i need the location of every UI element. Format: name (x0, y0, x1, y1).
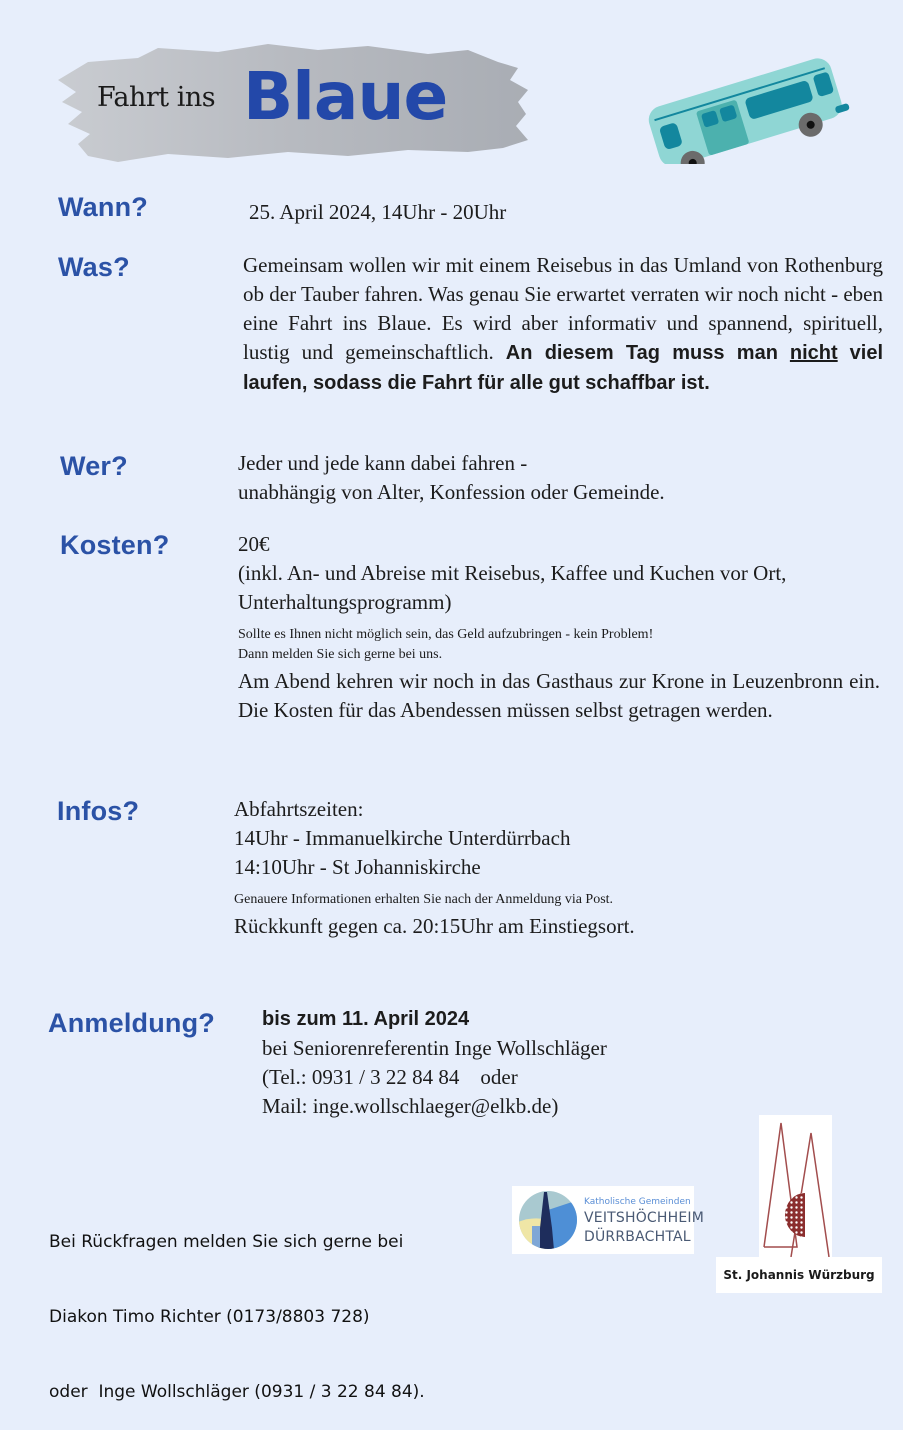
anmeldung-content (262, 1005, 762, 1121)
heading-kosten: Kosten? (60, 530, 169, 561)
wer-line-1: Jeder und jede kann dabei fahren - (238, 449, 665, 478)
heading-anmeldung: Anmeldung? (48, 1008, 215, 1039)
footer-contact (49, 1180, 425, 1430)
infos-departure-1: 14Uhr - Immanuelkirche Unterdürrbach (234, 824, 854, 853)
infos-content (234, 795, 854, 941)
was-bold-2: viel laufen, sodass die Fahrt für alle gut schaffbar ist. (243, 342, 883, 394)
heading-wann: Wann? (58, 192, 148, 223)
logo-kath-text: Katholische Gemeinden VEITSHÖCHHEIM DÜRRBACHTAL (584, 1196, 704, 1247)
was-text (243, 251, 883, 398)
infos-return: Rückkunft gegen ca. 20:15Uhr am Einstiegsort. (234, 912, 854, 941)
anmeldung-mail[interactable]: Mail: inge.wollschlaeger@elkb.de) (262, 1092, 762, 1121)
logo-katholische-gemeinden (512, 1186, 694, 1254)
kosten-evening: Am Abend kehren wir noch in das Gasthaus zur Krone in Leuzenbronn ein. Die Kosten für das Abendessen müssen selbst getragen werden. (238, 667, 880, 725)
anmeldung-phone: (Tel.: 0931 / 3 22 84 84 oder (262, 1063, 762, 1092)
footer-line-3: oder Inge Wollschläger (0931 / 3 22 84 84). (49, 1380, 425, 1405)
heading-was: Was? (58, 252, 130, 283)
anmeldung-deadline: bis zum 11. April 2024 (262, 1005, 762, 1034)
infos-departure-2: 14:10Uhr - St Johanniskirche (234, 853, 854, 882)
heading-infos: Infos? (57, 796, 139, 827)
wer-text (238, 449, 665, 507)
church-towers-icon (759, 1115, 832, 1257)
was-bold-1: An diesem Tag muss man (506, 342, 778, 364)
kosten-price: 20€ (238, 530, 886, 559)
was-description: Gemeinsam wollen wir mit einem Reisebus in das Umland von Rothenburg ob der Tauber fahren. Was genau Sie erwartet verraten wir noch nicht - eben eine Fahrt ins Blaue. Es wird aber informativ und spannend, spirituell, lustig und gemeinschaftlich. (243, 253, 883, 364)
infos-departure-title: Abfahrtszeiten: (234, 795, 854, 824)
church-spire-icon (518, 1190, 578, 1250)
logo-st-johannis (716, 1115, 882, 1293)
anmeldung-line-2: bei Seniorenreferentin Inge Wollschläger (262, 1034, 762, 1063)
footer-line-2: Diakon Timo Richter (0173/8803 728) (49, 1305, 425, 1330)
kosten-included: (inkl. An- und Abreise mit Reisebus, Kaffee und Kuchen vor Ort, Unterhaltungsprogramm) (238, 559, 886, 617)
bus-icon (636, 42, 850, 164)
title-main: Blaue (243, 64, 447, 130)
wer-line-2: unabhängig von Alter, Konfession oder Gemeinde. (238, 478, 665, 507)
was-bold-underlined: nicht (790, 342, 838, 364)
logo-johannis-label: St. Johannis Würzburg (716, 1257, 882, 1293)
infos-note: Genauere Informationen erhalten Sie nach der Anmeldung via Post. (234, 890, 854, 910)
kosten-content (238, 530, 886, 725)
kosten-note-line-1: Sollte es Ihnen nicht möglich sein, das Geld aufzubringen - kein Problem! (238, 625, 886, 645)
kosten-note-line-2: Dann melden Sie sich gerne bei uns. (238, 645, 886, 665)
title-prefix: Fahrt ins (97, 82, 215, 113)
heading-wer: Wer? (60, 451, 128, 482)
wann-text: 25. April 2024, 14Uhr - 20Uhr (249, 198, 506, 227)
footer-line-1: Bei Rückfragen melden Sie sich gerne bei (49, 1230, 425, 1255)
